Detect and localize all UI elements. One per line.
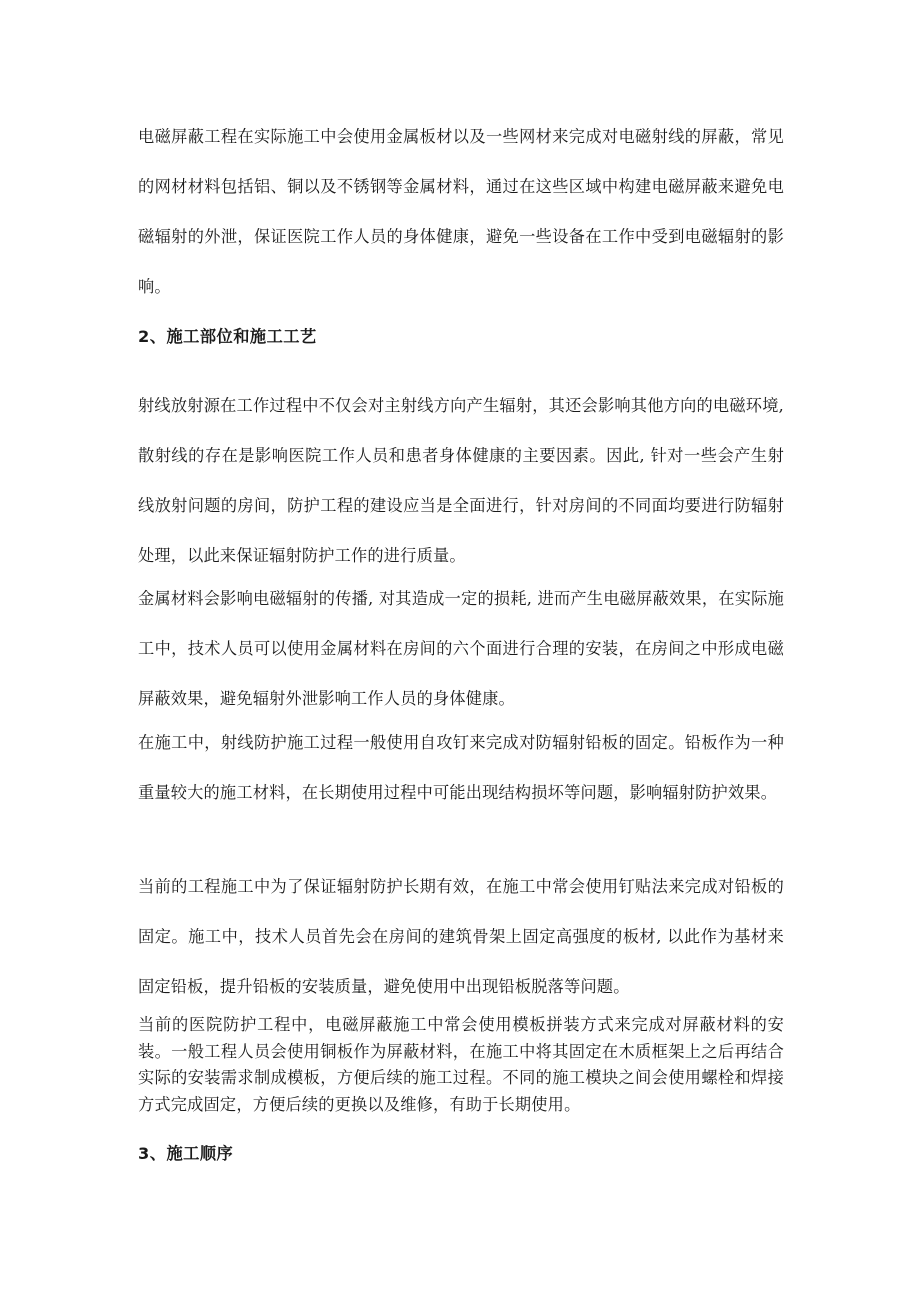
paragraph-metal-materials: 金属材料会影响电磁辐射的传播, 对其造成一定的损耗, 进而产生电磁屏蔽效果，在实际施工中，技术人员可以使用金属材料在房间的六个面进行合理的安装，在房间之中形成电磁屏蔽效果，避免辐射外泄影响工作人员的身体健康。 [138,589,784,708]
section-heading-construction-parts: 2、施工部位和施工工艺 [138,327,317,346]
section-heading-construction-sequence: 3、施工顺序 [138,1144,234,1163]
paragraph-template-assembly: 当前的医院防护工程中，电磁屏蔽施工中常会使用模板拼装方式来完成对屏蔽材料的安装。一般工程人员会使用铜板作为屏蔽材料，在施工中将其固定在木质框架上之后再结合实际的安装需求制成模板，方便后续的施工过程。不同的施工模块之间会使用螺栓和焊接方式完成固定，方便后续的更换以及维修，有助于长期使用。 [138,1015,784,1114]
paragraph-self-tapping-screws: 在施工中，射线防护施工过程一般使用自攻钉来完成对防辐射铅板的固定。铅板作为一种重量较大的施工材料，在长期使用过程中可能出现结构损坏等问题，影响辐射防护效果。 [138,733,784,802]
paragraph-radiation-source: 射线放射源在工作过程中不仅会对主射线方向产生辐射，其还会影响其他方向的电磁环境, 散射线的存在是影响医院工作人员和患者身体健康的主要因素。因此, 针对一些会产生射线放射问题的房间，防护工程的建设应当是全面进行，针对房间的不同面均要进行防辐射处理，以此来保证辐射防护工作的进行质量。 [138,396,784,565]
paragraph-electromagnetic-shielding-intro: 电磁屏蔽工程在实际施工中会使用金属板材以及一些网材来完成对电磁射线的屏蔽，常见的网材材料包括铝、铜以及不锈钢等金属材料，通过在这些区域中构建电磁屏蔽来避免电磁辐射的外泄，保证医院工作人员的身体健康，避免一些设备在工作中受到电磁辐射的影响。 [138,127,784,296]
paragraph-nail-paste-method: 当前的工程施工中为了保证辐射防护长期有效，在施工中常会使用钉贴法来完成对铅板的固定。施工中，技术人员首先会在房间的建筑骨架上固定高强度的板材, 以此作为基材来固定铅板，提升铅板的安装质量，避免使用中出现铅板脱落等问题。 [138,877,784,996]
